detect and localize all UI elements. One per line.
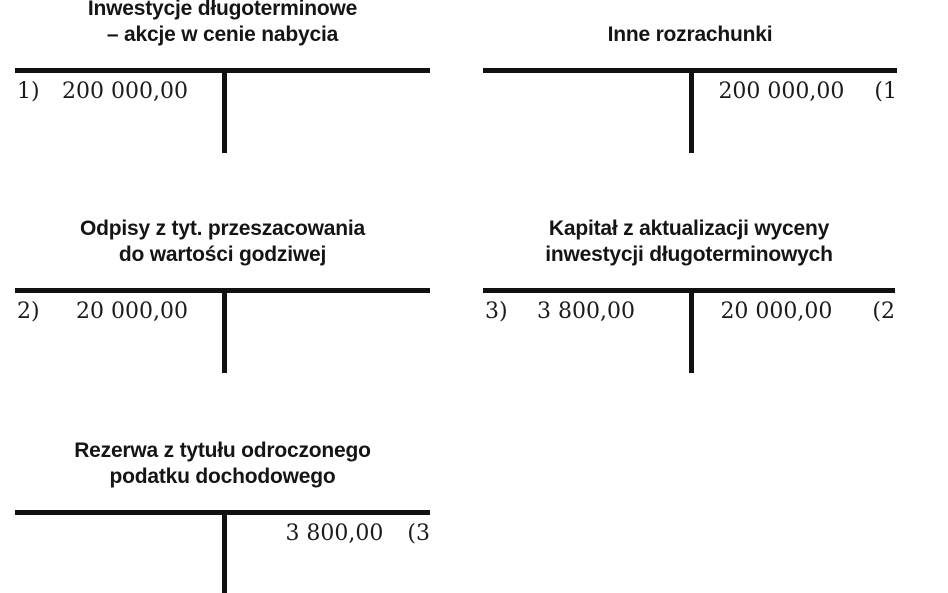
account-title-line1: Rezerwa z tytułu odroczonego [74,439,371,462]
account-title [15,436,430,490]
entry-ref: 1) [17,79,40,104]
account-title [483,218,895,268]
account-title-line2: – akcje w cenie nabycia [106,23,339,46]
credit-entry [718,80,897,104]
account-title-line1: Inwestycje długoterminowe [87,0,358,20]
entry-ref: (2 [872,299,895,324]
entry-amount: 20 000,00 [76,299,188,324]
t-account-rezerwa-z-tytulu-odroczonego-podatku [15,436,430,593]
entry-ref: 3) [485,299,508,324]
account-title [15,0,430,48]
debit-entry [17,80,188,104]
account-title-line2: podatku dochodowego [109,465,336,488]
account-entries-row [15,80,430,106]
credit-entry [720,300,895,324]
account-entries-row [15,522,430,548]
debit-entry [485,300,635,324]
account-title-line2: inwestycji długoterminowych [545,243,833,266]
t-account-odpisy-z-tyt-przeszacowania [15,218,430,393]
account-title-line1: Kapitał z aktualizacji wyceny [548,217,830,240]
account-title [15,218,430,268]
entry-amount: 3 800,00 [285,521,384,546]
entry-ref: (3 [407,521,430,546]
account-entries-row [483,300,895,326]
account-title-line1: Odpisy z tyt. przeszacowania [80,217,365,240]
entry-amount: 200 000,00 [718,79,845,104]
account-entries-row [15,300,430,326]
entry-amount: 3 800,00 [537,299,635,324]
entry-amount: 20 000,00 [720,299,833,324]
entry-amount: 200 000,00 [62,79,188,104]
debit-entry [17,300,188,324]
t-account-kapital-z-aktualizacji-wyceny [483,218,895,393]
entry-ref: 2) [17,299,40,324]
credit-entry [285,522,430,546]
t-account-inwestycje-dlugoterminowe [15,0,430,165]
account-entries-row [483,80,897,106]
account-title [483,0,897,48]
entry-ref: (1 [874,79,897,104]
t-account-inne-rozrachunki [483,0,897,165]
account-title-line2: do wartości godziwej [118,243,327,266]
account-title-line1: Inne rozrachunki [607,23,773,46]
